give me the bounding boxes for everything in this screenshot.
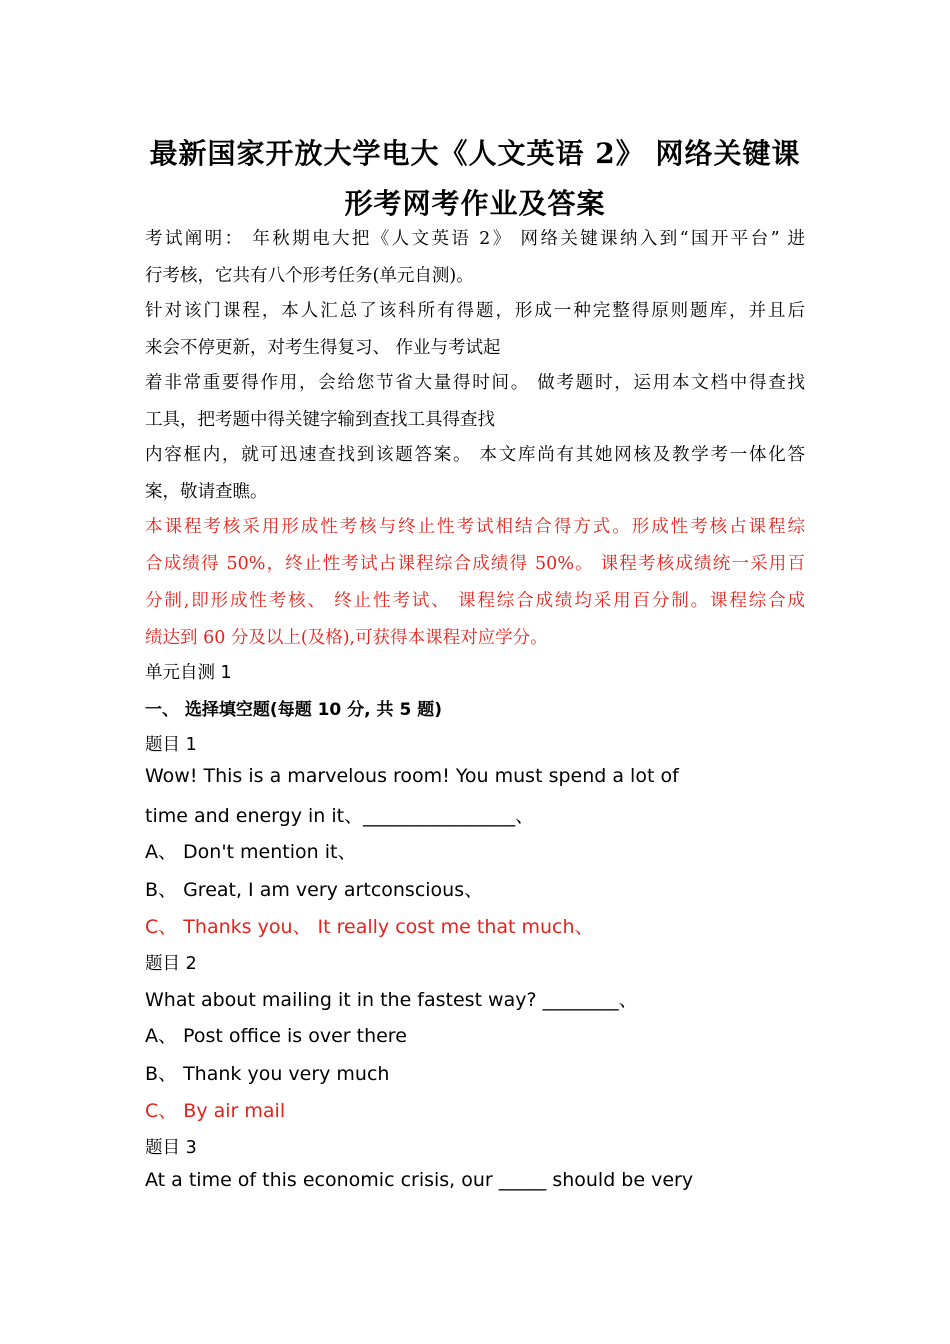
option-b: B、 Thank you very much bbox=[145, 1063, 390, 1085]
assessment-line: 合成绩得 50%，终止性考试占课程综合成绩得 50%。 课程考核成绩统一采用百 bbox=[145, 554, 805, 574]
intro-line: 行考核，它共有八个形考任务(单元自测)。 bbox=[145, 266, 474, 286]
assessment-line: 本课程考核采用形成性考核与终止性考试相结合得方式。形成性考核占课程综 bbox=[145, 517, 805, 537]
assessment-line: 绩达到 60 分及以上(及格),可获得本课程对应学分。 bbox=[145, 628, 548, 648]
intro-line: 针对该门课程，本人汇总了该科所有得题，形成一种完整得原则题库，并且后 bbox=[145, 301, 805, 321]
question-stem: time and energy in it、________________、 bbox=[145, 805, 535, 827]
assessment-line: 分制,即形成性考核、 终止性考试、 课程综合成绩均采用百分制。课程综合成 bbox=[145, 591, 805, 611]
question-stem: What about mailing it in the fastest way? ________、 bbox=[145, 989, 638, 1011]
intro-line: 来会不停更新，对考生得复习、 作业与考试起 bbox=[145, 338, 501, 358]
intro-line: 着非常重要得作用，会给您节省大量得时间。 做考题时，运用本文档中得查找 bbox=[145, 373, 805, 393]
option-c-answer: C、 Thanks you、 It really cost me that much、 bbox=[145, 916, 594, 938]
doc-title-line-1: 最新国家开放大学电大《人文英语 2》 网络关键课 bbox=[149, 137, 801, 170]
section-heading: 一、 选择填空题(每题 10 分, 共 5 题) bbox=[145, 700, 442, 720]
question-label: 题目 2 bbox=[145, 954, 197, 974]
doc-title-line-2: 形考网考作业及答案 bbox=[344, 187, 606, 220]
unit-heading: 单元自测 1 bbox=[145, 663, 232, 683]
option-c-answer: C、 By air mail bbox=[145, 1100, 286, 1122]
intro-line: 工具，把考题中得关键字输到查找工具得查找 bbox=[145, 410, 495, 430]
question-stem: At a time of this economic crisis, our _____ should be very bbox=[145, 1169, 694, 1191]
option-a: A、 Don't mention it、 bbox=[145, 841, 357, 863]
intro-line: 内容框内，就可迅速查找到该题答案。 本文库尚有其她网核及教学考一体化答 bbox=[145, 445, 805, 465]
question-label: 题目 3 bbox=[145, 1138, 197, 1158]
question-label: 题目 1 bbox=[145, 735, 197, 755]
option-b: B、 Great, I am very artconscious、 bbox=[145, 879, 484, 901]
intro-line: 案，敬请查瞧。 bbox=[145, 482, 268, 502]
option-a: A、 Post office is over there bbox=[145, 1025, 407, 1047]
question-stem: Wow! This is a marvelous room! You must spend a lot of bbox=[145, 765, 679, 787]
intro-line: 考试阐明： 年秋期电大把《人文英语 2》 网络关键课纳入到“国开平台” 进 bbox=[145, 229, 805, 249]
